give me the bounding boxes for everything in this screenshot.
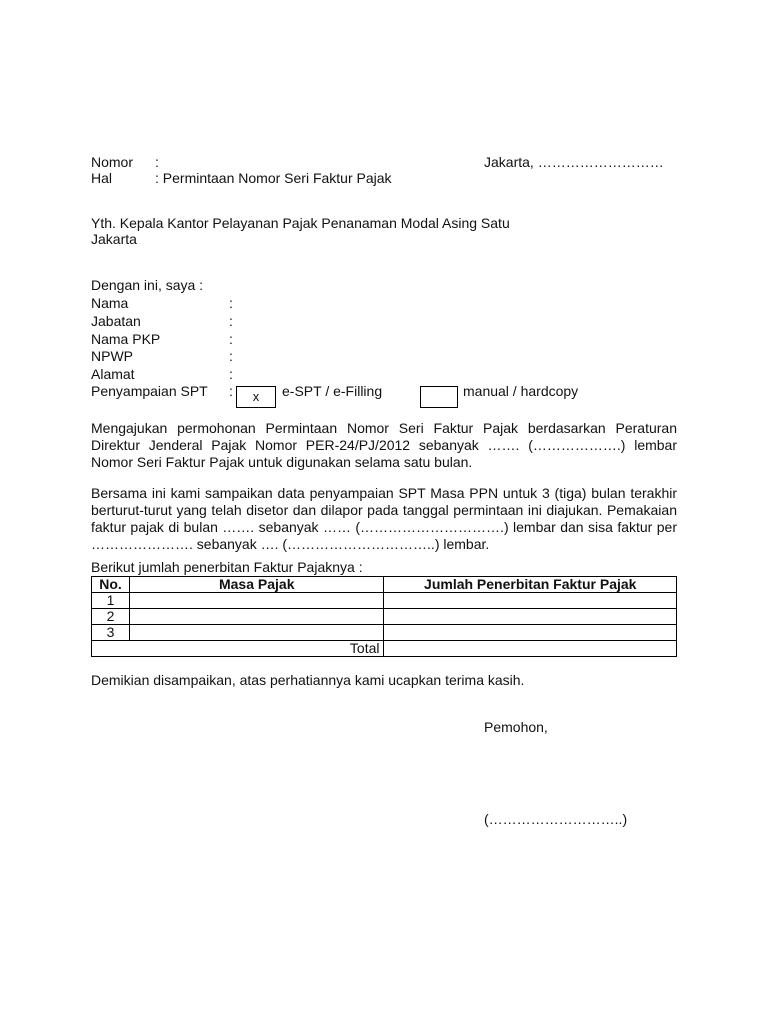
table-row (92, 625, 677, 641)
row-jumlah[interactable] (384, 609, 677, 625)
field-label: Penyampaian SPT (91, 383, 208, 399)
row-no: 2 (92, 609, 130, 625)
col-header-no: No. (92, 577, 130, 593)
table-header-row (92, 577, 677, 593)
field-colon: : (229, 366, 233, 382)
total-label: Total (92, 641, 384, 657)
field-colon: : (229, 331, 233, 347)
manual-checkbox[interactable] (420, 386, 458, 408)
row-jumlah[interactable] (384, 625, 677, 641)
hal-value: : Permintaan Nomor Seri Faktur Pajak (155, 170, 392, 186)
closing-text: Demikian disampaikan, atas perhatiannya kami ucapkan terima kasih. (91, 672, 525, 688)
signature-title: Pemohon, (484, 719, 548, 735)
field-colon: : (229, 348, 233, 364)
manual-label: manual / hardcopy (463, 383, 579, 399)
row-no: 1 (92, 593, 130, 609)
row-jumlah[interactable] (384, 593, 677, 609)
col-header-masa-pajak: Masa Pajak (129, 577, 384, 593)
field-label: Nama PKP (91, 331, 161, 347)
table-total-row (92, 641, 677, 657)
recipient-line1: Yth. Kepala Kantor Pelayanan Pajak Penanaman Modal Asing Satu (91, 215, 510, 231)
table-caption: Berikut jumlah penerbitan Faktur Pajaknya : (91, 559, 363, 575)
row-masa-pajak[interactable] (129, 625, 384, 641)
request-paragraph: Mengajukan permohonan Permintaan Nomor Seri Faktur Pajak berdasarkan Peraturan Direktur Jenderal Pajak Nomor PER-24/PJ/2012 sebanyak ……. (……………….) lembar Nomor Seri Faktur Pajak untuk digunakan selama satu bulan. (91, 420, 677, 470)
intro-text: Dengan ini, saya : (91, 277, 204, 293)
recipient-line2: Jakarta (91, 231, 137, 247)
espt-checkbox[interactable]: x (236, 386, 276, 408)
col-header-jumlah: Jumlah Penerbitan Faktur Pajak (384, 577, 677, 593)
row-masa-pajak[interactable] (129, 593, 384, 609)
field-label: NPWP (91, 348, 133, 364)
field-colon: : (229, 295, 233, 311)
field-label: Nama (91, 295, 129, 311)
nomor-colon: : (155, 154, 159, 170)
row-masa-pajak[interactable] (129, 609, 384, 625)
nomor-label: Nomor (91, 154, 134, 170)
signature-name: (………………………..) (484, 811, 628, 827)
faktur-table (91, 576, 677, 657)
table-row (92, 593, 677, 609)
field-label: Jabatan (91, 313, 141, 329)
row-no: 3 (92, 625, 130, 641)
hal-label: Hal (91, 170, 113, 186)
field-colon: : (229, 383, 233, 399)
total-value[interactable] (384, 641, 677, 657)
field-colon: : (229, 313, 233, 329)
field-label: Alamat (91, 366, 135, 382)
espt-label: e-SPT / e-Filling (282, 383, 383, 399)
table-row (92, 609, 677, 625)
place-date: Jakarta, ……………………… (484, 154, 664, 170)
spt-data-paragraph: Bersama ini kami sampaikan data penyampaian SPT Masa PPN untuk 3 (tiga) bulan terakhir berturut-turut yang telah disetor dan dilapor pada tanggal permintaan ini diajukan. Pemakaian faktur pajak di bulan ……. sebanyak …… (………………………….) lembar dan sisa faktur per …………………. sebanyak …. (…………………………..) lembar. (91, 485, 677, 552)
